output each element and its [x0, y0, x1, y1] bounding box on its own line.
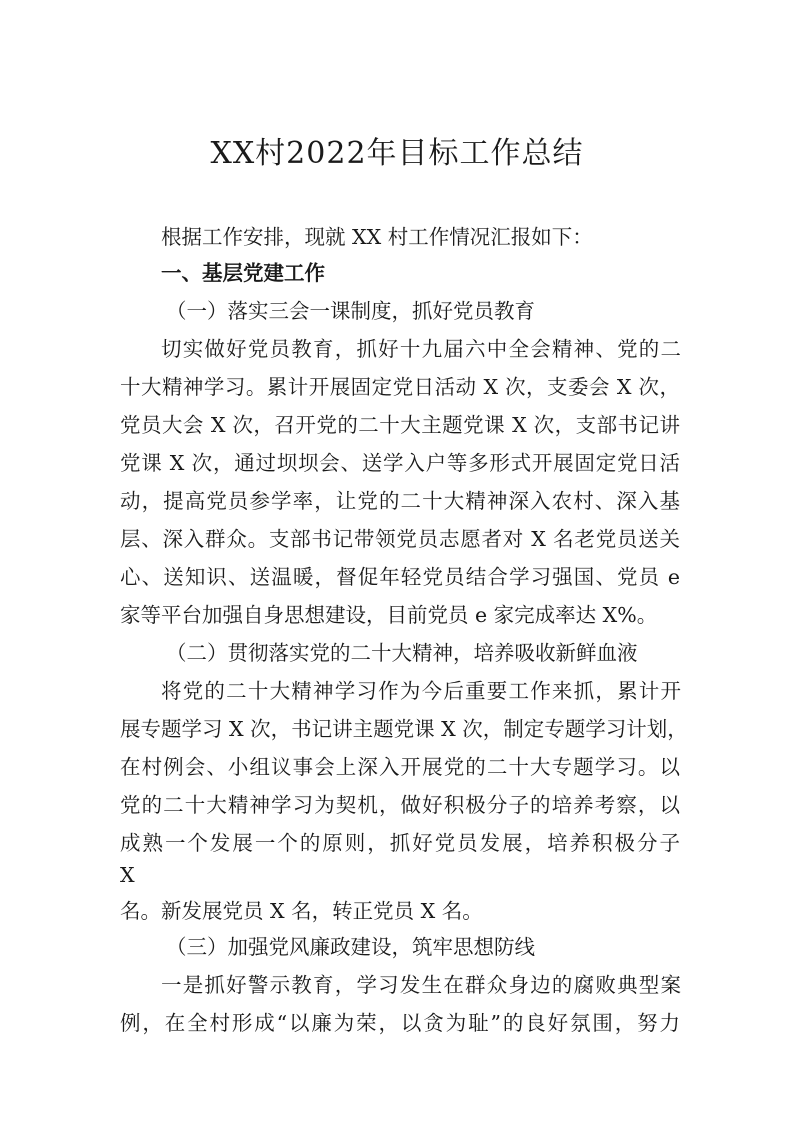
paragraph-line: 展专题学习 X 次，书记讲主题党课 X 次，制定专题学习计划，: [120, 717, 688, 741]
document-title: XX村2022年目标工作总结: [210, 136, 584, 171]
subsection-heading: （二）贯彻落实党的二十大精神，培养吸收新鲜血液: [166, 641, 638, 665]
paragraph-line: 动，提高党员参学率，让党的二十大精神深入农村、深入基: [120, 489, 680, 513]
paragraph-line: 成熟一个发展一个的原则，抓好党员发展，培养积极分子: [120, 831, 680, 855]
paragraph-line: 层、深入群众。支部书记带领党员志愿者对 X 名老党员送关: [120, 527, 680, 551]
section-heading: 一、基层党建工作: [161, 261, 325, 285]
paragraph-line: 心、送知识、送温暖，督促年轻党员结合学习强国、党员 e: [120, 565, 680, 589]
paragraph-line: 一是抓好警示教育，学习发生在群众身边的腐败典型案: [161, 973, 681, 997]
paragraph-line: 将党的二十大精神学习作为今后重要工作来抓，累计开: [161, 679, 681, 703]
paragraph-line: 党的二十大精神学习为契机，做好积极分子的培养考察，以: [120, 793, 680, 817]
paragraph-line: X: [120, 863, 135, 887]
paragraph-line: 在村例会、小组议事会上深入开展党的二十大专题学习。以: [120, 755, 680, 779]
subsection-heading: （一）落实三会一课制度，抓好党员教育: [166, 299, 535, 323]
paragraph-line: 名。新发展党员 X 名，转正党员 X 名。: [120, 899, 483, 923]
paragraph-line: 家等平台加强自身思想建设，目前党员 e 家完成率达 X%。: [120, 603, 658, 627]
paragraph-line: 党员大会 X 次，召开党的二十大主题党课 X 次，支部书记讲: [120, 413, 680, 437]
paragraph-line: 例，在全村形成“以廉为荣，以贪为耻”的良好氛围，努力: [120, 1011, 680, 1035]
subsection-heading: （三）加强党风廉政建设，筑牢思想防线: [166, 935, 535, 959]
intro-paragraph: 根据工作安排，现就 XX 村工作情况汇报如下：: [161, 225, 593, 249]
paragraph-line: 切实做好党员教育，抓好十九届六中全会精神、党的二: [161, 337, 681, 361]
paragraph-line: 党课 X 次，通过坝坝会、送学入户等多形式开展固定党日活: [120, 451, 680, 475]
paragraph-line: 十大精神学习。累计开展固定党日活动 X 次，支委会 X 次，: [120, 375, 680, 399]
